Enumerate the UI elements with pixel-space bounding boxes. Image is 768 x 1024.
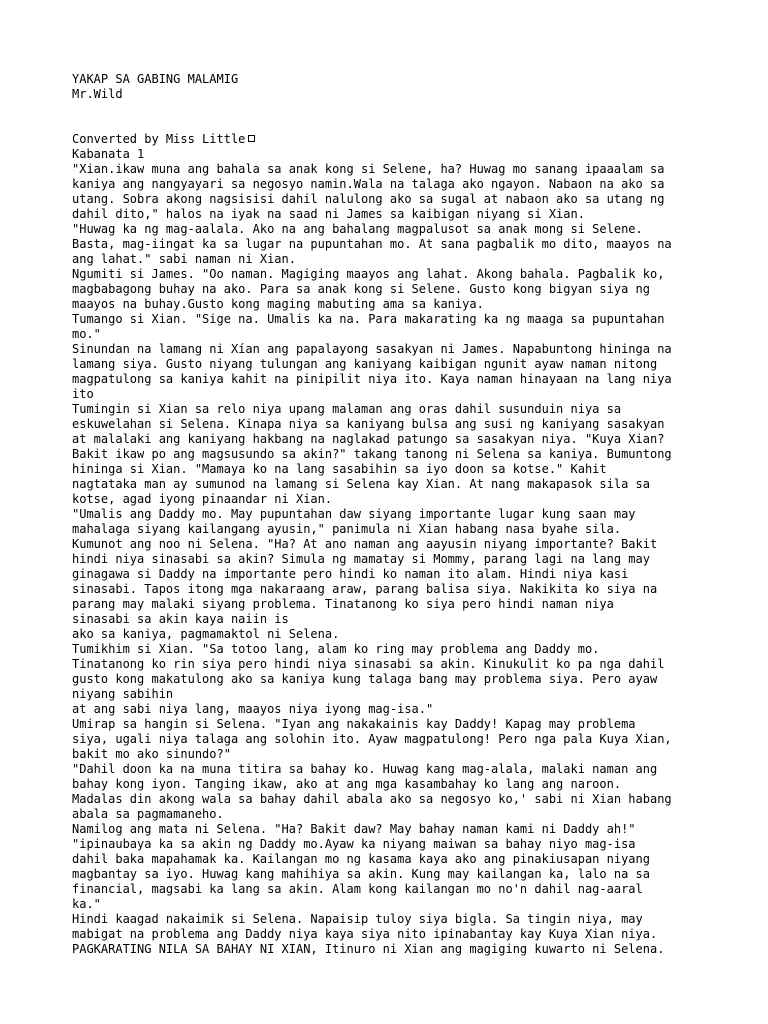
story-line: Basta, mag-iingat ka sa lugar na pupuntahan mo. At sana pagbalik mo dito, maayos na bbox=[72, 237, 672, 251]
story-line: Umirap sa hangin si Selena. "Iyan ang nakakainis kay Daddy! Kapag may problema bbox=[72, 717, 636, 731]
story-line: dahil baka mapahamak ka. Kailangan mo ng kasama kaya ako ang pinakiusapan niyang bbox=[72, 852, 650, 866]
box-icon bbox=[248, 135, 255, 142]
story-line: lamang siya. Gusto niyang tulungan ang kaniyang kaibigan ngunit ayaw naman nitong bbox=[72, 357, 658, 371]
story-line: "Xian.ikaw muna ang bahala sa anak kong si Selene, ha? Huwag mo sanang ipaaalam sa bbox=[72, 162, 665, 176]
story-line: parang may malaki siyang problema. Tinatanong ko siya pero hindi naman niya bbox=[72, 597, 614, 611]
story-line: "Dahil doon ka na muna titira sa bahay ko. Huwag kang mag-alala, malaki naman ang bbox=[72, 762, 658, 776]
story-line: magbantay sa iyo. Huwag kang mahihiya sa akin. Kung may kailangan ka, lalo na sa bbox=[72, 867, 650, 881]
story-line: mabigat na problema ang Daddy niya kaya siya nito ipinabantay kay Kuya Xian niya. bbox=[72, 927, 658, 941]
story-line: hininga si Xian. "Mamaya ko na lang sasabihin sa iyo doon sa kotse." Kahit bbox=[72, 462, 607, 476]
story-line: sinasabi sa akin kaya naiin is bbox=[72, 612, 289, 626]
story-line: hindi niya sinasabi sa akin? Simula ng mamatay si Mommy, parang lagi na lang may bbox=[72, 552, 650, 566]
story-line: abala sa pagmamaneho. bbox=[72, 807, 224, 821]
story-line: Ngumiti si James. "Oo naman. Magiging maayos ang lahat. Akong bahala. Pagbalik ko, bbox=[72, 267, 665, 281]
story-line: Bakit ikaw po ang magsusundo sa akin?" takang tanong ni Selena sa kaniya. Bumuntong bbox=[72, 447, 672, 461]
story-line: niyang sabihin bbox=[72, 687, 174, 701]
story-line: ginagawa si Daddy na importante pero hindi ko naman ito alam. Hindi niya kasi bbox=[72, 567, 629, 581]
spacer bbox=[72, 102, 712, 132]
story-line: ito bbox=[72, 387, 94, 401]
story-line: kaniya ang nangyayari sa negosyo namin.Wala na talaga ako ngayon. Nabaon na ako sa bbox=[72, 177, 665, 191]
story-line: Kumunot ang noo ni Selena. "Ha? At ano naman ang aayusin niyang importante? Bakit bbox=[72, 537, 658, 551]
story-line: mo." bbox=[72, 327, 101, 341]
story-line: at malalaki ang kaniyang hakbang na naglakad patungo sa sasakyan niya. "Kuya Xian? bbox=[72, 432, 665, 446]
story-body bbox=[72, 162, 712, 957]
story-line: financial, magsabi ka lang sa akin. Alam kong kailangan mo no'n dahil nag-aaral bbox=[72, 882, 643, 896]
story-line: utang. Sobra akong nagsisisi dahil nalulong ako sa sugal at nabaon ako sa utang ng bbox=[72, 192, 665, 206]
chapter-heading: Kabanata 1 bbox=[72, 147, 145, 161]
story-line: "Huwag ka ng mag-aalala. Ako na ang bahalang magpalusot sa anak mong si Selene. bbox=[72, 222, 643, 236]
story-line: sinasabi. Tapos itong mga nakaraang araw, parang balisa siya. Nakikita ko siya na bbox=[72, 582, 658, 596]
story-line: Hindi kaagad nakaimik si Selena. Napaisip tuloy siya bigla. Sa tingin niya, may bbox=[72, 912, 643, 926]
story-line: kotse, agad iyong pinaandar ni Xian. bbox=[72, 492, 333, 506]
story-line: ka." bbox=[72, 897, 101, 911]
story-line: Tumikhim si Xian. "Sa totoo lang, alam ko ring may problema ang Daddy mo. bbox=[72, 642, 600, 656]
story-line: Tumango si Xian. "Sige na. Umalis ka na. Para makarating ka ng maaga sa pupuntahan bbox=[72, 312, 665, 326]
story-line: mahalaga siyang kailangang ayusin," panimula ni Xian habang nasa byahe sila. bbox=[72, 522, 622, 536]
story-line: PAGKARATING NILA SA BAHAY NI XIAN, Itinuro ni Xian ang magiging kuwarto ni Selena. bbox=[72, 942, 665, 956]
story-line: siya, ugali niya talaga ang solohin ito. Ayaw magpatulong! Pero nga pala Kuya Xian, bbox=[72, 732, 672, 746]
story-line: at ang sabi niya lang, maayos niya iyong mag-isa." bbox=[72, 702, 434, 716]
story-line: magpatulong sa kaniya kahit na pinipilit niya ito. Kaya naman hinayaan na lang niya bbox=[72, 372, 672, 386]
document-page bbox=[72, 72, 712, 957]
story-line: gusto kong makatulong ako sa kaniya kung talaga bang may problema siya. Pero ayaw bbox=[72, 672, 658, 686]
story-line: ang lahat." sabi naman ni Xian. bbox=[72, 252, 296, 266]
story-line: ako sa kaniya, pagmamaktol ni Selena. bbox=[72, 627, 340, 641]
story-line: nagtataka man ay sumunod na lamang si Selena kay Xian. At nang makapasok sila sa bbox=[72, 477, 650, 491]
story-line: Madalas din akong wala sa bahay dahil abala ako sa negosyo ko,' sabi ni Xian habang bbox=[72, 792, 672, 806]
story-line: eskuwelahan si Selena. Kinapa niya sa kaniyang bulsa ang susi ng kaniyang sasakyan bbox=[72, 417, 665, 431]
story-line: Namilog ang mata ni Selena. "Ha? Bakit daw? May bahay naman kami ni Daddy ah!" bbox=[72, 822, 636, 836]
converted-by-text: Converted by Miss Little bbox=[72, 132, 246, 146]
story-line: Tumingin si Xian sa relo niya upang malaman ang oras dahil susunduin niya sa bbox=[72, 402, 622, 416]
document-author: Mr.Wild bbox=[72, 87, 123, 101]
story-line: dahil dito," halos na iyak na saad ni James sa kaibigan niyang si Xian. bbox=[72, 207, 585, 221]
story-line: magbabagong buhay na ako. Para sa anak kong si Selene. Gusto kong bigyan siya ng bbox=[72, 282, 650, 296]
story-line: Sinundan na lamang ni Xían ang papalayong sasakyan ni James. Napabuntong hininga na bbox=[72, 342, 672, 356]
story-line: bahay kong iyon. Tanging ikaw, ako at ang mga kasambahay ko lang ang naroon. bbox=[72, 777, 622, 791]
story-line: "ipinaubaya ka sa akin ng Daddy mo.Ayaw ka niyang maiwan sa bahay niyo mag-isa bbox=[72, 837, 636, 851]
story-line: "Umalis ang Daddy mo. May pupuntahan daw siyang importante lugar kung saan may bbox=[72, 507, 636, 521]
converted-by-line bbox=[72, 132, 712, 147]
story-line: Tinatanong ko rin siya pero hindi niya sinasabi sa akin. Kinukulit ko pa nga dahil bbox=[72, 657, 665, 671]
story-line: bakit mo ako sinundo?" bbox=[72, 747, 231, 761]
document-title: YAKAP SA GABING MALAMIG bbox=[72, 72, 239, 86]
story-line: maayos na buhay.Gusto kong maging mabuting ama sa kaniya. bbox=[72, 297, 484, 311]
